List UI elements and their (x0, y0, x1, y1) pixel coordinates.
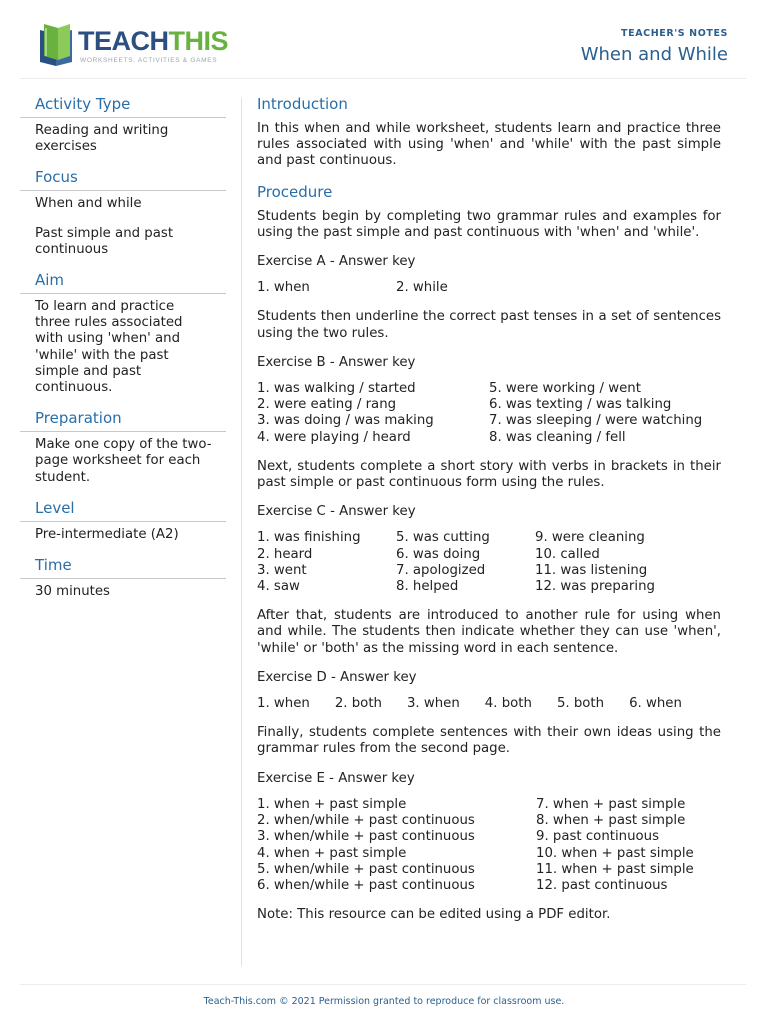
aim-section (20, 271, 226, 396)
answer-item: 6. when (629, 696, 682, 712)
preparation-heading: Preparation (20, 409, 226, 432)
focus-heading: Focus (20, 168, 226, 191)
answer-item: 3. when/while + past continuous (257, 829, 475, 845)
answer-item: 1. when (257, 280, 310, 296)
book-icon (36, 22, 76, 66)
exercise-b-label: Exercise B - Answer key (257, 354, 416, 370)
page-title: When and While (580, 44, 728, 65)
time-text: 30 minutes (35, 584, 110, 600)
main-content (257, 95, 721, 936)
answer-item: 1. when (257, 696, 310, 712)
exercise-e-label: Exercise E - Answer key (257, 770, 415, 786)
exercise-a-answers (257, 280, 721, 296)
exercise-a-label: Exercise A - Answer key (257, 254, 416, 270)
level-text: Pre-intermediate (A2) (35, 526, 179, 542)
brand-tagline: WORKSHEETS, ACTIVITIES & GAMES (80, 57, 218, 64)
answer-item: 5. were working / went (489, 381, 641, 397)
answer-item: 2. both (334, 696, 382, 712)
answer-item: 4. both (484, 696, 532, 712)
time-heading: Time (20, 556, 226, 579)
answer-item: 3. when (406, 696, 460, 712)
answer-item: 6. when/while + past continuous (257, 877, 475, 893)
procedure-paragraph: Next, students complete a short story with verbs in brackets in their past simple or past continuous form using the rules. (257, 458, 721, 491)
procedure-heading: Procedure (257, 182, 333, 201)
procedure-paragraph: Students begin by completing two grammar rules and examples for using the past simple and past continuous with 'when' and 'while'. (257, 208, 721, 240)
activity-type-heading: Activity Type (20, 95, 226, 118)
answer-item: 8. was cleaning / fell (489, 429, 626, 445)
exercise-c-label: Exercise C - Answer key (257, 504, 416, 520)
exercise-d-label: Exercise D - Answer key (257, 669, 417, 685)
aim-text: To learn and practice three rules associated with using 'when' and 'while' with the past simple and past continuous. (35, 299, 183, 396)
brand-name: TEACHTHIS (78, 26, 229, 56)
answer-item: 7. when + past simple (536, 796, 686, 812)
exercise-e-answers (257, 797, 721, 894)
answer-item: 4. saw (257, 579, 300, 595)
answer-item: 7. was sleeping / were watching (489, 413, 703, 429)
answer-item: 5. both (556, 696, 605, 712)
answer-item: 6. was texting / was talking (489, 397, 672, 413)
column-divider (241, 98, 242, 966)
answer-item: 2. heard (257, 546, 313, 562)
focus-section (20, 168, 226, 258)
answer-item: 2. while (396, 280, 448, 296)
procedure-paragraph: After that, students are introduced to another rule for using when and while. The students then indicate whether they can use 'when', 'while' or 'both' as the missing word in each sentence. (257, 608, 721, 656)
brand-logo[interactable] (36, 22, 236, 72)
answer-item: 2. were eating / rang (257, 397, 397, 413)
header-divider (20, 78, 746, 79)
level-heading: Level (20, 499, 226, 522)
answer-item: 8. when + past simple (536, 813, 686, 829)
footer-divider (20, 984, 746, 985)
page-header (0, 0, 768, 80)
introduction-text: In this when and while worksheet, students learn and practice three rules associated with using 'when' and 'while' with the past simple and past continuous. (257, 121, 721, 169)
answer-item: 7. apologized (396, 562, 486, 578)
answer-item: 8. helped (396, 579, 459, 595)
focus-item: When and while (35, 196, 142, 212)
focus-item: Past simple and past continuous (35, 225, 174, 257)
procedure-paragraph: Students then underline the correct past tenses in a set of sentences using the two rules. (257, 309, 721, 341)
sidebar (20, 95, 226, 613)
answer-item: 4. when + past simple (257, 845, 407, 861)
answer-item: 4. were playing / heard (257, 429, 411, 445)
answer-item: 5. when/while + past continuous (257, 861, 475, 877)
teachers-notes-label: TEACHER'S NOTES (621, 28, 728, 39)
exercise-c-answers (257, 530, 721, 595)
answer-item: 11. when + past simple (536, 861, 694, 877)
time-section (20, 556, 226, 600)
answer-item: 9. past continuous (536, 829, 659, 845)
answer-item: 1. was walking / started (257, 381, 416, 397)
answer-item: 10. called (535, 546, 600, 562)
preparation-section (20, 409, 226, 486)
answer-item: 12. past continuous (536, 877, 668, 893)
answer-item: 1. when + past simple (257, 796, 407, 812)
answer-item: 9. were cleaning (535, 530, 645, 546)
activity-type-section (20, 95, 226, 155)
level-section (20, 499, 226, 543)
answer-item: 11. was listening (535, 562, 648, 578)
introduction-heading: Introduction (257, 95, 348, 113)
aim-heading: Aim (20, 271, 226, 294)
activity-type-text: Reading and writing exercises (35, 123, 169, 155)
footer-copyright: Teach-This.com © 2021 Permission granted to reproduce for classroom use. (203, 996, 565, 1007)
edit-note: Note: This resource can be edited using a PDF editor. (257, 907, 611, 923)
exercise-b-answers (257, 381, 721, 446)
exercise-d-answers (257, 696, 721, 712)
answer-item: 12. was preparing (535, 579, 655, 595)
answer-item: 2. when/while + past continuous (257, 813, 475, 829)
answer-item: 3. went (257, 562, 307, 578)
answer-item: 1. was finishing (257, 530, 361, 546)
answer-item: 5. was cutting (396, 530, 490, 546)
preparation-text: Make one copy of the two-page worksheet for each student. (35, 437, 212, 485)
answer-item: 3. was doing / was making (257, 413, 434, 429)
procedure-paragraph: Finally, students complete sentences with their own ideas using the grammar rules from the second page. (257, 725, 721, 757)
answer-item: 6. was doing (396, 546, 481, 562)
answer-item: 10. when + past simple (536, 845, 694, 861)
